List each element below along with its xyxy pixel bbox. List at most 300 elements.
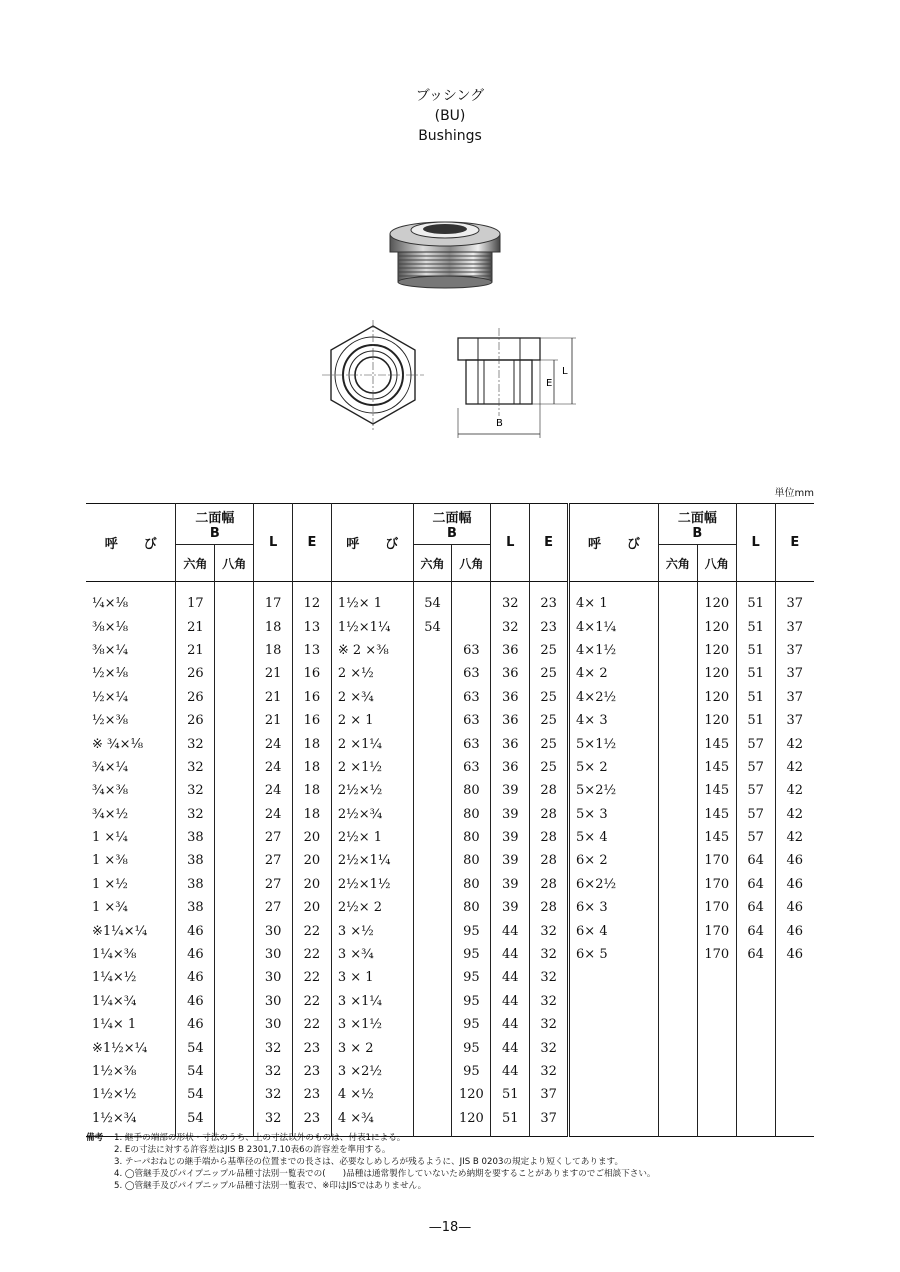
value-cell: 145 (697, 803, 736, 826)
value-cell: 64 (736, 943, 775, 966)
value-cell: 20 (293, 896, 332, 919)
value-cell: 37 (775, 686, 814, 709)
header-l: L (491, 504, 530, 582)
value-cell: 170 (697, 873, 736, 896)
value-cell: 23 (293, 1083, 332, 1106)
value-cell: 44 (491, 1060, 530, 1083)
nominal-size-cell: 1½×½ (92, 1087, 137, 1103)
value-cell: 24 (254, 756, 293, 779)
value-cell (775, 1036, 814, 1059)
nominal-size-cell: ¾×⅜ (92, 783, 129, 799)
value-cell: 37 (775, 662, 814, 685)
value-cell: 63 (452, 709, 491, 732)
nominal-size-cell: 6× 2 (569, 849, 659, 872)
value-cell: 51 (736, 615, 775, 638)
value-cell (659, 919, 698, 942)
header-width: 二面幅 B (659, 504, 737, 545)
note-item: 5. ◯管継手及びパイプニップル品種寸法別一覧表で、※印はJISではありません。 (114, 1181, 427, 1191)
table-row (86, 662, 814, 685)
note-item: 4. ◯管継手及びパイプニップル品種寸法別一覧表での( )品種は通常製作していないため納期を要することがありますのでご相談下さい。 (114, 1169, 656, 1179)
header-name: 呼 び (104, 537, 157, 552)
value-cell (215, 826, 254, 849)
value-cell (736, 1013, 775, 1036)
value-cell: 120 (452, 1083, 491, 1106)
l-dimension-label: L (562, 366, 568, 377)
value-cell: 38 (176, 849, 215, 872)
value-cell: 18 (293, 756, 332, 779)
table-row (86, 615, 814, 638)
value-cell: 32 (491, 582, 530, 616)
value-cell: 24 (254, 803, 293, 826)
nominal-size-cell: 4×1¼ (569, 615, 659, 638)
value-cell (215, 639, 254, 662)
value-cell (413, 826, 452, 849)
value-cell: 51 (736, 662, 775, 685)
table-row (86, 966, 814, 989)
nominal-size-cell (569, 966, 659, 989)
value-cell: 32 (530, 966, 569, 989)
value-cell: 44 (491, 990, 530, 1013)
value-cell: 17 (176, 582, 215, 616)
value-cell (659, 779, 698, 802)
value-cell: 39 (491, 779, 530, 802)
value-cell (215, 732, 254, 755)
value-cell: 37 (775, 615, 814, 638)
value-cell: 80 (452, 826, 491, 849)
value-cell: 80 (452, 803, 491, 826)
value-cell: 27 (254, 826, 293, 849)
nominal-size-cell: ※ ¾×⅛ (92, 736, 144, 752)
value-cell: 54 (176, 1083, 215, 1106)
value-cell: 32 (491, 615, 530, 638)
value-cell: 22 (293, 943, 332, 966)
value-cell: 32 (254, 1083, 293, 1106)
value-cell: 63 (452, 662, 491, 685)
nominal-size-cell: 1¼×½ (92, 970, 137, 986)
value-cell: 27 (254, 849, 293, 872)
value-cell (215, 896, 254, 919)
value-cell (215, 615, 254, 638)
value-cell (215, 582, 254, 616)
value-cell: 12 (293, 582, 332, 616)
value-cell: 36 (491, 662, 530, 685)
value-cell: 18 (254, 615, 293, 638)
value-cell (659, 873, 698, 896)
value-cell: 51 (491, 1107, 530, 1137)
value-cell: 63 (452, 732, 491, 755)
value-cell: 51 (736, 709, 775, 732)
nominal-size-cell: 1 ×¾ (92, 900, 128, 916)
value-cell (659, 1013, 698, 1036)
value-cell: 38 (176, 896, 215, 919)
title-code: (BU) (434, 108, 466, 124)
value-cell (736, 1060, 775, 1083)
value-cell: 32 (530, 1036, 569, 1059)
nominal-size-cell: ※ 2 ×⅜ (331, 639, 413, 662)
value-cell (659, 943, 698, 966)
value-cell (659, 1036, 698, 1059)
value-cell: 37 (775, 582, 814, 616)
unit-label: 単位mm (774, 488, 814, 499)
value-cell: 120 (697, 615, 736, 638)
nominal-size-cell: 1½×1¼ (331, 615, 413, 638)
value-cell: 26 (176, 709, 215, 732)
value-cell: 95 (452, 943, 491, 966)
value-cell (697, 1013, 736, 1036)
nominal-size-cell: 1¼×¾ (92, 993, 137, 1009)
header-hex: 六角 (659, 545, 698, 582)
value-cell (215, 779, 254, 802)
value-cell: 32 (176, 779, 215, 802)
value-cell: 21 (254, 709, 293, 732)
value-cell: 95 (452, 966, 491, 989)
value-cell (413, 732, 452, 755)
header-oct: 八角 (452, 545, 491, 582)
value-cell (215, 873, 254, 896)
nominal-size-cell: ¾×¼ (92, 759, 129, 775)
value-cell: 13 (293, 639, 332, 662)
value-cell: 37 (775, 639, 814, 662)
nominal-size-cell: 4× 2 (569, 662, 659, 685)
value-cell (775, 1083, 814, 1106)
value-cell: 27 (254, 873, 293, 896)
value-cell: 46 (176, 966, 215, 989)
value-cell (413, 966, 452, 989)
value-cell: 80 (452, 896, 491, 919)
nominal-size-cell (569, 1036, 659, 1059)
value-cell: 20 (293, 849, 332, 872)
value-cell (413, 639, 452, 662)
value-cell: 25 (530, 709, 569, 732)
value-cell: 24 (254, 732, 293, 755)
value-cell: 30 (254, 919, 293, 942)
value-cell: 23 (530, 615, 569, 638)
value-cell (413, 849, 452, 872)
value-cell (413, 1036, 452, 1059)
value-cell: 44 (491, 919, 530, 942)
value-cell: 63 (452, 756, 491, 779)
value-cell: 23 (530, 582, 569, 616)
nominal-size-cell: 4× 1 (569, 582, 659, 616)
header-width: 二面幅 B (413, 504, 491, 545)
table-row (86, 1013, 814, 1036)
value-cell: 44 (491, 1036, 530, 1059)
value-cell (413, 919, 452, 942)
value-cell (215, 662, 254, 685)
value-cell (215, 1013, 254, 1036)
value-cell: 44 (491, 966, 530, 989)
value-cell: 26 (176, 662, 215, 685)
header-width: 二面幅 B (176, 504, 254, 545)
nominal-size-cell (569, 990, 659, 1013)
nominal-size-cell: 2 ×½ (331, 662, 413, 685)
nominal-size-cell: ⅜×¼ (92, 642, 129, 658)
value-cell (413, 1013, 452, 1036)
value-cell: 32 (530, 919, 569, 942)
nominal-size-cell (569, 1013, 659, 1036)
note-item: 1. 継手の端部の形状・寸法のうち、上の寸法以外のものは、付表1による。 (114, 1133, 406, 1143)
value-cell: 80 (452, 849, 491, 872)
value-cell: 13 (293, 615, 332, 638)
table-row (86, 582, 814, 616)
nominal-size-cell: 3 ×½ (331, 919, 413, 942)
value-cell: 46 (775, 873, 814, 896)
side-view-drawing (448, 328, 588, 440)
value-cell: 46 (176, 1013, 215, 1036)
nominal-size-cell (569, 1060, 659, 1083)
value-cell: 57 (736, 756, 775, 779)
value-cell (736, 1036, 775, 1059)
table-row (86, 849, 814, 872)
value-cell: 28 (530, 779, 569, 802)
value-cell: 30 (254, 1013, 293, 1036)
value-cell (215, 919, 254, 942)
value-cell: 17 (254, 582, 293, 616)
table-row (86, 803, 814, 826)
nominal-size-cell: 3 ×2½ (331, 1060, 413, 1083)
value-cell (215, 849, 254, 872)
nominal-size-cell: 5×1½ (569, 732, 659, 755)
value-cell: 21 (254, 686, 293, 709)
value-cell (215, 686, 254, 709)
nominal-size-cell: 5× 2 (569, 756, 659, 779)
value-cell: 63 (452, 686, 491, 709)
value-cell (736, 990, 775, 1013)
value-cell (413, 756, 452, 779)
value-cell: 18 (254, 639, 293, 662)
value-cell (215, 1036, 254, 1059)
value-cell (413, 896, 452, 919)
value-cell: 42 (775, 779, 814, 802)
value-cell: 54 (176, 1107, 215, 1137)
bushing-dimensions-table (86, 503, 814, 1137)
value-cell: 46 (775, 943, 814, 966)
value-cell: 37 (775, 709, 814, 732)
value-cell: 32 (254, 1107, 293, 1137)
value-cell: 36 (491, 686, 530, 709)
value-cell: 32 (530, 1013, 569, 1036)
nominal-size-cell: 4×2½ (569, 686, 659, 709)
value-cell: 95 (452, 990, 491, 1013)
nominal-size-cell (569, 1083, 659, 1106)
value-cell (452, 615, 491, 638)
value-cell (659, 849, 698, 872)
value-cell (659, 896, 698, 919)
value-cell: 145 (697, 732, 736, 755)
value-cell: 145 (697, 756, 736, 779)
value-cell: 57 (736, 803, 775, 826)
value-cell: 25 (530, 732, 569, 755)
nominal-size-cell: 4 ×¾ (331, 1107, 413, 1137)
b-dimension-label: B (496, 418, 503, 429)
value-cell: 32 (254, 1060, 293, 1083)
value-cell: 23 (293, 1060, 332, 1083)
value-cell (659, 639, 698, 662)
header-hex: 六角 (176, 545, 215, 582)
value-cell (736, 966, 775, 989)
nominal-size-cell: 1 ×½ (92, 876, 128, 892)
nominal-size-cell: ¾×½ (92, 806, 129, 822)
value-cell (413, 779, 452, 802)
value-cell (697, 1060, 736, 1083)
value-cell: 36 (491, 756, 530, 779)
nominal-size-cell: 1½×⅜ (92, 1064, 137, 1079)
value-cell (659, 1083, 698, 1106)
nominal-size-cell: 5×2½ (569, 779, 659, 802)
value-cell (775, 1060, 814, 1083)
value-cell: 46 (176, 990, 215, 1013)
value-cell: 44 (491, 943, 530, 966)
value-cell: 38 (176, 873, 215, 896)
value-cell: 36 (491, 732, 530, 755)
title-english: Bushings (418, 128, 482, 144)
value-cell: 170 (697, 943, 736, 966)
value-cell: 80 (452, 873, 491, 896)
value-cell (697, 990, 736, 1013)
table-row (86, 1083, 814, 1106)
value-cell (413, 990, 452, 1013)
nominal-size-cell: ½×⅜ (92, 713, 129, 729)
value-cell: 24 (254, 779, 293, 802)
nominal-size-cell: ⅜×⅛ (92, 619, 129, 635)
value-cell (659, 582, 698, 616)
header-l: L (254, 504, 293, 582)
value-cell: 28 (530, 873, 569, 896)
note-item: 3. テーパおねじの継手端から基準径の位置までの長さは、必要なしめしろが残るように、JIS B 0203の規定より短くしてあります。 (114, 1157, 624, 1167)
value-cell: 95 (452, 1036, 491, 1059)
nominal-size-cell: 2 × 1 (331, 709, 413, 732)
page-number: —18— (428, 1220, 472, 1235)
value-cell (659, 966, 698, 989)
nominal-size-cell: 2½× 2 (331, 896, 413, 919)
value-cell: 39 (491, 849, 530, 872)
nominal-size-cell: ※1¼×¼ (92, 923, 148, 939)
value-cell: 120 (697, 639, 736, 662)
nominal-size-cell: 1¼×⅜ (92, 947, 137, 963)
nominal-size-cell: 2 ×1½ (331, 756, 413, 779)
value-cell: 39 (491, 826, 530, 849)
value-cell: 16 (293, 709, 332, 732)
value-cell (215, 966, 254, 989)
nominal-size-cell: 5× 3 (569, 803, 659, 826)
value-cell (697, 1083, 736, 1106)
value-cell (413, 709, 452, 732)
value-cell: 44 (491, 1013, 530, 1036)
value-cell: 39 (491, 873, 530, 896)
nominal-size-cell: 5× 4 (569, 826, 659, 849)
value-cell (215, 1083, 254, 1106)
value-cell: 25 (530, 662, 569, 685)
value-cell (736, 1083, 775, 1106)
nominal-size-cell: 1½× 1 (331, 582, 413, 616)
nominal-size-cell: 4×1½ (569, 639, 659, 662)
nominal-size-cell: 1¼× 1 (92, 1017, 137, 1033)
nominal-size-cell: 1 ×¼ (92, 830, 128, 846)
value-cell: 145 (697, 826, 736, 849)
value-cell: 170 (697, 896, 736, 919)
value-cell: 27 (254, 896, 293, 919)
value-cell: 64 (736, 849, 775, 872)
value-cell: 37 (530, 1083, 569, 1106)
value-cell: 20 (293, 826, 332, 849)
value-cell (659, 686, 698, 709)
nominal-size-cell: 1 ×⅜ (92, 853, 128, 869)
notes (86, 1132, 826, 1192)
value-cell (215, 709, 254, 732)
value-cell: 64 (736, 873, 775, 896)
value-cell (659, 990, 698, 1013)
value-cell: 37 (530, 1107, 569, 1137)
bushing-photo (382, 212, 512, 290)
nominal-size-cell: 1½×¾ (92, 1110, 137, 1126)
table-row (86, 1060, 814, 1083)
nominal-size-cell: 2½× 1 (331, 826, 413, 849)
value-cell: 28 (530, 896, 569, 919)
value-cell (775, 966, 814, 989)
table-row (86, 896, 814, 919)
nominal-size-cell: 4× 3 (569, 709, 659, 732)
value-cell: 51 (491, 1083, 530, 1106)
table-row (86, 732, 814, 755)
nominal-size-cell: 4 ×½ (331, 1083, 413, 1106)
value-cell (452, 582, 491, 616)
table-row (86, 639, 814, 662)
value-cell: 36 (491, 639, 530, 662)
value-cell: 42 (775, 803, 814, 826)
value-cell (659, 803, 698, 826)
value-cell: 39 (491, 896, 530, 919)
nominal-size-cell: ½×¼ (92, 689, 129, 705)
table-row (86, 919, 814, 942)
nominal-size-cell: 3 ×1½ (331, 1013, 413, 1036)
value-cell: 32 (176, 756, 215, 779)
nominal-size-cell: 2 ×¾ (331, 686, 413, 709)
value-cell (659, 756, 698, 779)
title-block (0, 86, 900, 146)
value-cell (215, 1060, 254, 1083)
value-cell: 63 (452, 639, 491, 662)
header-name: 呼 び (569, 504, 659, 582)
table-row (86, 873, 814, 896)
value-cell: 46 (775, 919, 814, 942)
nominal-size-cell: 2½×½ (331, 779, 413, 802)
value-cell: 120 (697, 582, 736, 616)
value-cell: 21 (176, 639, 215, 662)
value-cell: 54 (413, 582, 452, 616)
value-cell (413, 686, 452, 709)
value-cell: 145 (697, 779, 736, 802)
value-cell: 51 (736, 639, 775, 662)
value-cell: 25 (530, 639, 569, 662)
nominal-size-cell: ¼×⅛ (92, 596, 129, 612)
value-cell (697, 966, 736, 989)
value-cell: 42 (775, 756, 814, 779)
value-cell: 21 (254, 662, 293, 685)
value-cell: 95 (452, 1013, 491, 1036)
value-cell: 32 (254, 1036, 293, 1059)
table-row (86, 943, 814, 966)
value-cell: 46 (176, 919, 215, 942)
value-cell (775, 990, 814, 1013)
value-cell: 32 (530, 1060, 569, 1083)
value-cell: 32 (530, 990, 569, 1013)
value-cell: 23 (293, 1107, 332, 1137)
value-cell: 30 (254, 943, 293, 966)
value-cell: 95 (452, 919, 491, 942)
nominal-size-cell: 3 × 2 (331, 1036, 413, 1059)
value-cell (413, 1060, 452, 1083)
value-cell (413, 662, 452, 685)
